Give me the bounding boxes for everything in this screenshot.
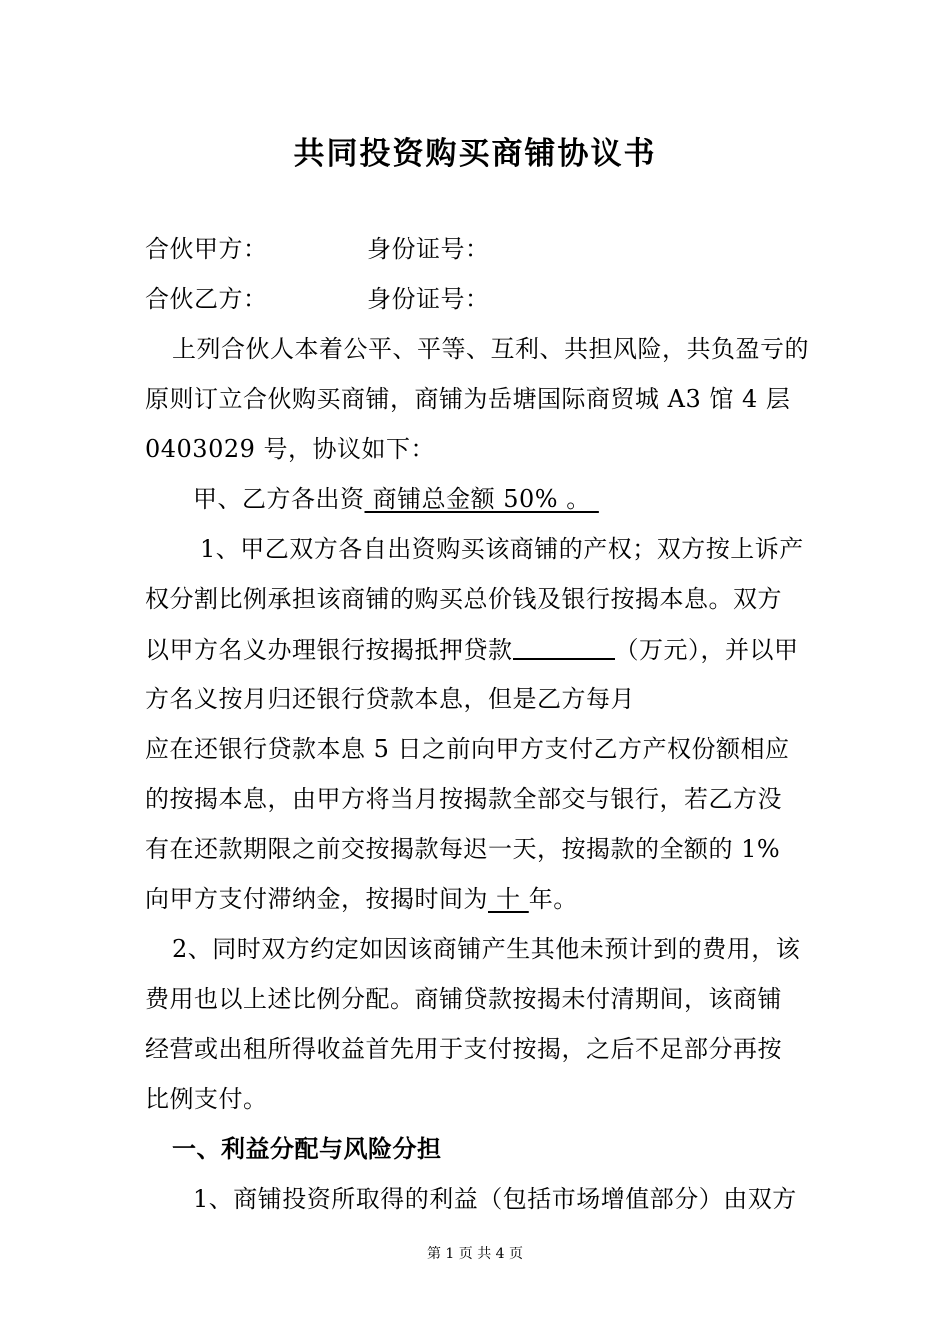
clause1-line: 有在还款期限之前交按揭款每迟一天，按揭款的全额的 1% (145, 835, 781, 863)
clause2-line: 费用也以上述比例分配。商铺贷款按揭未付清期间，该商铺 (145, 985, 782, 1013)
mortgage-term-label: 向甲方支付滞纳金，按揭时间为 (145, 885, 488, 913)
intro-line: 上列合伙人本着公平、平等、互利、共担风险，共负盈亏的 (172, 335, 809, 363)
document-title: 共同投资购买商铺协议书 (293, 136, 657, 172)
party-b-row (145, 284, 490, 314)
section-heading: 一、利益分配与风险分担 (172, 1134, 442, 1163)
clause1-line: 的按揭本息，由甲方将当月按揭款全部交与银行，若乙方没 (145, 785, 782, 813)
clause1-line: 方名义按月归还银行贷款本息，但是乙方每月 (145, 685, 635, 713)
clause1-line: 权分割比例承担该商铺的购买总价钱及银行按揭本息。双方 (145, 585, 782, 613)
party-b-label: 合伙乙方： (145, 285, 268, 313)
loan-amount-blank (513, 634, 615, 660)
loan-unit: （万元），并以甲 (614, 636, 799, 664)
clause1-line: 1、甲乙双方各自出资购买该商铺的产权；双方按上诉产 (200, 535, 804, 563)
investment-line (193, 484, 599, 514)
investment-prefix: 甲、乙方各出资 (193, 485, 365, 513)
mortgage-term-unit: 年。 (528, 885, 578, 913)
clause1-line (145, 884, 578, 914)
mortgage-term-years: 十 (488, 885, 529, 913)
investment-value: 商铺总金额 50% 。 (364, 485, 599, 513)
intro-line: 原则订立合伙购买商铺，商铺为岳塘国际商贸城 A3 馆 4 层 (145, 385, 791, 413)
party-a-id-label: 身份证号： (367, 235, 490, 263)
clause2-line: 经营或出租所得收益首先用于支付按揭，之后不足部分再按 (145, 1035, 782, 1063)
loan-label: 以甲方名义办理银行按揭抵押贷款 (145, 636, 513, 664)
party-b-id-label: 身份证号： (367, 285, 490, 313)
clause1-line: 应在还银行贷款本息 5 日之前向甲方支付乙方产权份额相应 (145, 735, 790, 763)
intro-line: 0403029 号，协议如下： (145, 435, 436, 463)
clause1-line (145, 634, 799, 665)
clause2-line: 2、同时双方约定如因该商铺产生其他未预计到的费用，该 (172, 935, 801, 963)
party-a-row (145, 234, 490, 264)
page-footer: 第 1 页 共 4 页 (426, 1246, 524, 1262)
clause2-line: 比例支付。 (145, 1085, 268, 1113)
party-a-label: 合伙甲方： (145, 235, 268, 263)
section1-line: 1、商铺投资所取得的利益（包括市场增值部分）由双方 (193, 1185, 797, 1213)
